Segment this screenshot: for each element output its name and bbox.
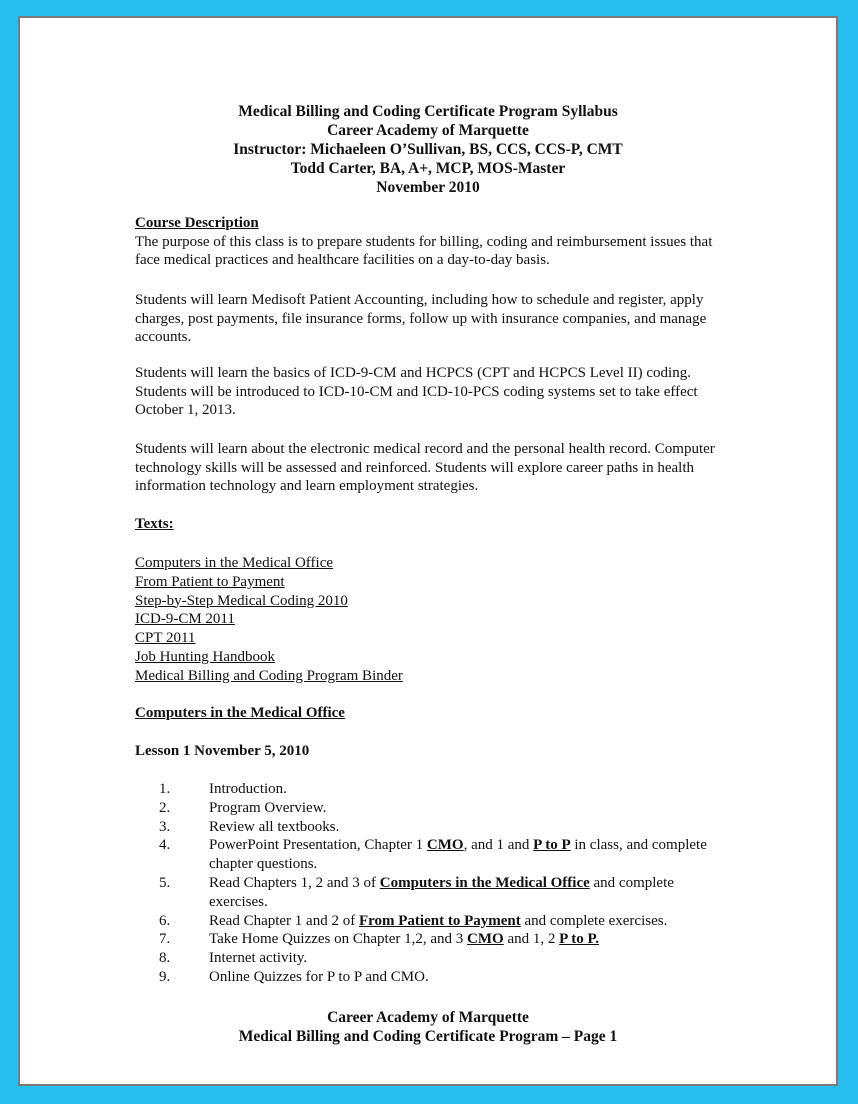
lesson-item: 2. Program Overview. <box>159 799 327 816</box>
lesson-item: 5. Read Chapters 1, 2 and 3 of Computers in the Medical Office and complete exercises. <box>159 874 674 910</box>
header-school: Career Academy of Marquette <box>327 122 529 139</box>
unit-heading-block <box>135 704 735 723</box>
course-description-p3: Students will learn the basics of ICD-9-CM and HCPCS (CPT and HCPCS Level II) coding. Students will be introduced to ICD-10-CM and ICD-10-PCS coding systems set to take effect October 1, 2013. <box>135 365 698 418</box>
text-item[interactable]: Computers in the Medical Office <box>135 555 334 571</box>
text-item[interactable]: CPT 2011 <box>135 630 196 647</box>
item-number: 2. <box>159 799 171 816</box>
course-description-p2-block <box>135 291 735 347</box>
page-footer <box>20 1008 836 1046</box>
lesson-title-block <box>135 742 735 761</box>
lesson-item: 1. Introduction. <box>159 781 287 797</box>
item-number: 3. <box>159 818 171 835</box>
unit-heading: Computers in the Medical Office <box>135 705 345 721</box>
lesson-items <box>135 780 735 987</box>
item-number: 4. <box>159 837 171 854</box>
texts-heading-block <box>135 515 735 534</box>
lesson-item: 4. PowerPoint Presentation, Chapter 1 CMO, and 1 and P to P in class, and complete chapter questions. <box>159 837 707 873</box>
course-description-heading: Course Description <box>135 215 259 231</box>
course-description-p3-block <box>135 364 735 420</box>
p-to-p-reference: P to P <box>533 837 571 854</box>
lesson-item: 8. Internet activity. <box>159 950 308 967</box>
cmo-reference: CMO <box>467 931 504 948</box>
item-number: 7. <box>159 931 171 948</box>
lesson-item: 3. Review all textbooks. <box>159 818 340 835</box>
header-co-instructor: Todd Carter, BA, A+, MCP, MOS-Master <box>290 160 566 177</box>
course-description-p2: Students will learn Medisoft Patient Accounting, including how to schedule and register, apply charges, post payments, file insurance forms, follow up with insurance companies, and manage accounts. <box>135 292 707 345</box>
book-reference: From Patient to Payment <box>358 912 521 929</box>
footer-school: Career Academy of Marquette <box>327 1009 529 1026</box>
texts-heading: Texts: <box>135 516 174 532</box>
lesson-item: 7. Take Home Quizzes on Chapter 1,2, and 3 CMO and 1, 2 P to P. <box>159 931 600 948</box>
course-description-p4: Students will learn about the electronic medical record and the personal health record. Computer technology skills will be assessed and reinforced. Students will explore career paths in health information technology and learn employment strategies. <box>135 441 715 494</box>
p-to-p-reference: P to P. <box>559 931 600 948</box>
course-description-p4-block <box>135 440 735 496</box>
text-item[interactable]: From Patient to Payment <box>135 573 285 590</box>
item-number: 6. <box>159 912 171 929</box>
text-item[interactable]: Job Hunting Handbook <box>135 648 275 665</box>
course-description-section <box>135 214 735 270</box>
texts-list <box>135 554 735 686</box>
lesson-title: Lesson 1 November 5, 2010 <box>135 743 310 759</box>
item-number: 8. <box>159 950 171 967</box>
text-item[interactable]: ICD-9-CM 2011 <box>135 611 235 628</box>
text-item[interactable]: Medical Billing and Coding Program Binder <box>135 667 403 684</box>
item-number: 9. <box>159 968 171 985</box>
lesson-item: 9. Online Quizzes for P to P and CMO. <box>159 968 429 985</box>
book-reference: Computers in the Medical Office <box>379 874 590 891</box>
header-instructor: Instructor: Michaeleen O’Sullivan, BS, CCS, CCS-P, CMT <box>233 141 623 158</box>
cmo-reference: CMO <box>426 837 464 854</box>
document-page <box>18 16 838 1086</box>
header-title: Medical Billing and Coding Certificate Program Syllabus <box>238 103 618 120</box>
course-description-p1: The purpose of this class is to prepare students for billing, coding and reimbursement issues that face medical practices and healthcare facilities on a day-to-day basis. <box>135 233 713 268</box>
syllabus-header <box>20 102 836 197</box>
item-number: 5. <box>159 874 171 891</box>
lesson-item: 6. Read Chapter 1 and 2 of From Patient to Payment and complete exercises. <box>159 912 668 929</box>
item-number: 1. <box>159 781 171 797</box>
header-date: November 2010 <box>376 179 480 196</box>
footer-page-label: Medical Billing and Coding Certificate Program – Page 1 <box>238 1028 618 1045</box>
text-item[interactable]: Step-by-Step Medical Coding 2010 <box>135 592 348 609</box>
